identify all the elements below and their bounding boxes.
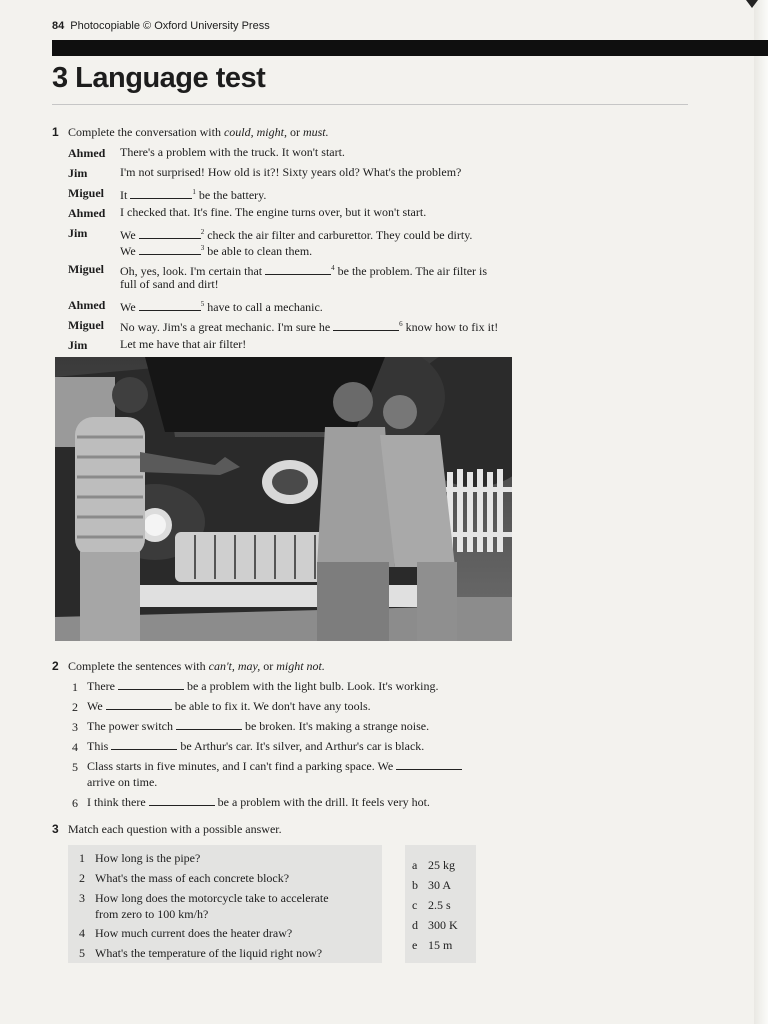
answer-blank[interactable] [139,227,201,239]
answer-blank[interactable] [106,698,172,710]
speaker: Ahmed [68,298,106,312]
question-number: 3 [79,891,85,905]
speaker: Jim [68,338,88,352]
q3-instruction [52,822,282,837]
answer-blank[interactable] [139,243,201,255]
sentence-text: This [87,739,112,753]
answer-letter: a [412,858,418,872]
dialogue-text: We [120,228,139,242]
dialogue-text: full of sand and dirt! [120,277,219,291]
page-edge [754,0,768,1024]
q1-word-options: could, might, [223,125,287,139]
question-number: 1 [79,851,85,865]
question-number: 2 [79,871,85,885]
q2-instruction-text: Complete the sentences with [68,659,209,673]
sentence-item [87,758,462,774]
answer-blank[interactable] [265,263,331,275]
sentence-item [87,718,429,734]
dialogue-text: be able to clean them. [204,244,313,258]
page-number: 84 [52,20,65,32]
speaker: Ahmed [68,146,106,160]
answer-blank[interactable] [139,299,201,311]
answer-blank[interactable] [176,718,242,730]
sentence-text: I think there [87,795,149,809]
q1-instruction-text: Complete the conversation with [68,125,224,139]
item-number: 4 [72,740,78,754]
question-number: 5 [79,946,85,960]
dialogue-text: I'm not surprised! How old is it?! Sixty years old? What's the problem? [120,165,462,179]
dialogue-line [120,276,219,292]
question-continuation: from zero to 100 km/h? [95,907,209,921]
sentence-text: be a problem with the light bulb. Look. It's working. [183,679,439,693]
q2-word-options: can't, may, [208,659,261,673]
dialogue-text: We [120,300,139,314]
sentence-text: be able to fix it. We don't have any tools. [171,699,371,713]
answer-value: 300 K [428,918,458,932]
running-header [52,20,270,32]
answer-letter: c [412,898,418,912]
q1-instruction [52,125,329,140]
answer-blank[interactable] [396,758,462,770]
sentence-text: be broken. It's making a strange noise. [241,719,430,733]
q2-instruction [52,659,325,674]
sentence-item [87,678,438,694]
answer-blank[interactable] [130,187,192,199]
q2-number: 2 [52,659,59,673]
dialogue-text: know how to fix it! [402,320,499,334]
item-number: 2 [72,700,78,714]
speaker: Ahmed [68,206,106,220]
dialogue-text: I checked that. It's fine. The engine turns over, but it won't start. [120,205,427,219]
speaker: Miguel [68,318,104,332]
q1-number: 1 [52,125,59,139]
dialogue-text: We [120,244,139,258]
blank-number: 4 [331,264,335,272]
blank-number: 1 [192,188,196,196]
dialogue-line [120,144,345,160]
q3-instruction-text: Match each question with a possible answer. [68,822,282,836]
dialogue-line [120,240,312,259]
answer-letter: e [412,938,418,952]
answer-blank[interactable] [118,678,184,690]
dialogue-line [120,316,498,335]
dialogue-text: have to call a mechanic. [204,300,323,314]
dialogue-text: be the battery. [195,188,267,202]
q2-word-last: might not. [276,659,325,673]
dialogue-text: It [120,188,131,202]
speaker: Miguel [68,186,104,200]
item-number: 5 [72,760,78,774]
q1-word-last: must. [302,125,329,139]
question-text: What's the temperature of the liquid right now? [95,946,323,960]
question-text: How much current does the heater draw? [95,926,293,940]
title-divider [52,104,688,105]
answer-value: 15 m [428,938,453,952]
dialogue-line [120,164,461,180]
page-title: 3 Language test [52,62,266,94]
item-number: 3 [72,720,78,734]
sentence-text: Class starts in five minutes, and I can't find a parking space. We [87,759,397,773]
header-bar [52,40,768,56]
dialogue-text: be the problem. The air filter is [334,264,488,278]
photo-men-with-truck [55,357,512,641]
dialogue-line [120,204,426,220]
item-number: 1 [72,680,78,694]
speaker: Miguel [68,262,104,276]
answer-letter: b [412,878,418,892]
speaker: Jim [68,226,88,240]
photo-illustration [55,357,512,641]
sentence-item [87,794,430,810]
answer-blank[interactable] [333,319,399,331]
dialogue-line [120,336,246,352]
sentence-text: There [87,679,118,693]
copyright-text: Photocopiable © Oxford University Press [70,20,270,32]
answer-value: 25 kg [428,858,455,872]
q1-or: or [286,125,303,139]
answer-blank[interactable] [111,738,177,750]
blank-number: 2 [200,228,205,236]
dialogue-text: Oh, yes, look. I'm certain that [120,264,266,278]
sentence-text: be Arthur's car. It's silver, and Arthur's car is black. [177,739,425,753]
sentence-text: be a problem with the drill. It feels very hot. [214,795,430,809]
question-text: How long is the pipe? [95,851,201,865]
dialogue-line [120,296,323,315]
sentence-item [87,738,424,754]
item-number: 6 [72,796,78,810]
question-text: What's the mass of each concrete block? [95,871,290,885]
sentence-text: The power switch [87,719,176,733]
question-number: 4 [79,926,85,940]
answer-blank[interactable] [149,794,215,806]
sentence-continuation: arrive on time. [87,775,158,789]
corner-mark [746,0,758,8]
answer-value: 30 A [428,878,452,892]
question-text: How long does the motorcycle take to accelerate [95,891,329,905]
sentence-item [87,698,371,714]
dialogue-text: Let me have that air filter! [120,337,247,351]
blank-number: 3 [200,244,205,252]
dialogue-line [120,184,266,203]
q2-or: or [260,659,277,673]
answer-letter: d [412,918,418,932]
q3-number: 3 [52,822,59,836]
dialogue-text: There's a problem with the truck. It won't start. [120,145,345,159]
speaker: Jim [68,166,88,180]
blank-number: 6 [399,320,403,328]
dialogue-text: check the air filter and carburettor. They could be dirty. [204,228,473,242]
answer-value: 2.5 s [428,898,451,912]
sentence-text: We [87,699,106,713]
dialogue-text: No way. Jim's a great mechanic. I'm sure he [120,320,334,334]
blank-number: 5 [200,300,205,308]
